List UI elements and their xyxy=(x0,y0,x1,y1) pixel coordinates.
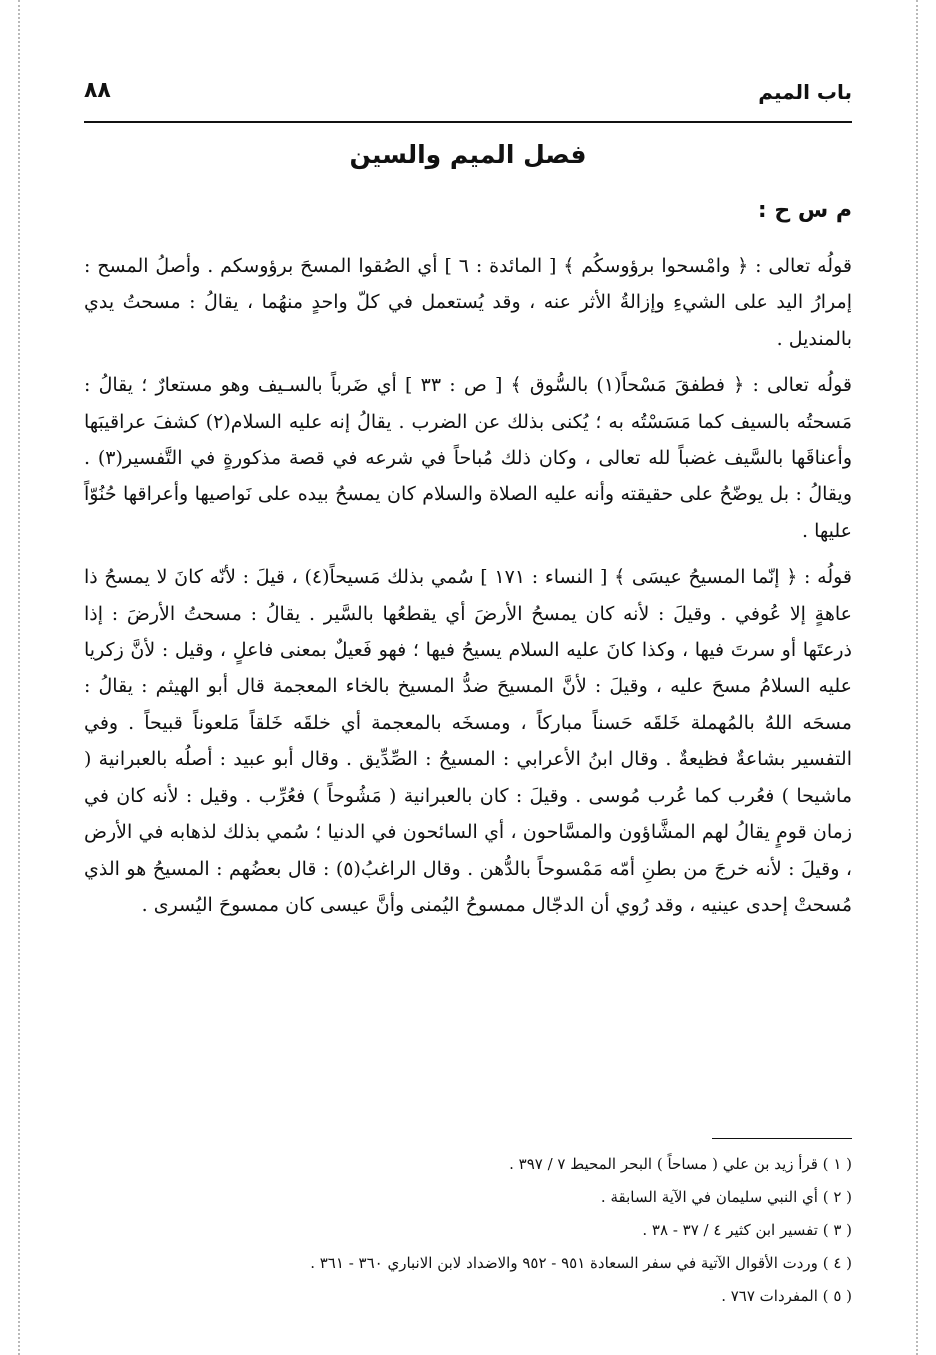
scan-edge-left xyxy=(18,0,20,1355)
paragraph: قولُه تعالى : ﴿ فطفقَ مَسْحاً(١) بالسُّوق ﴾ [ ص : ٣٣ ] أي ضَرباً بالسـيف وهو مستعارٌ ؛ يقالُ : مَسحتُه بالسيف كما مَسَسْتُه به ؛ يُكنى بذلك عن الضرب . يقالُ إنه عليه السلام(٢) كشفَ عراقيبَها وأعناقَها بالسَّيف غضباً لله تعالى ، وكان ذلك مُباحاً في شرعه في قصة مذكورةٍ في التَّفسير(٣) . ويقالُ : بل يوضّحُ على حقيقته وأنه عليه الصلاة والسلام كان يمسحُ بيده على نَواصيها وأعراقها حُنُوّاً عليها . xyxy=(84,374,852,542)
paragraph: قولُه : ﴿ إنّما المسيحُ عيسَى ﴾ [ النساء : ١٧١ ] سُمي بذلك مَسيحاً(٤) ، قيلَ : لأنّه كانَ لا يمسحُ ذا عاهةٍ إلا عُوفي . وقيلَ : لأنه كان يمسحُ الأرضَ أي يقطعُها بالسَّير . يقالُ : مسحتُ الأرضَ : إذا ذرعتَها أو سرتَ فيها ، وكذا كانَ عليه السلام يسيحُ فيها ؛ فهو فَعيلٌ بمعنى فاعلٍ ، وقيل : لأنَّ زكريا عليه السلامُ مسحَ عليه ، وقيلَ : لأنَّ المسيحَ ضدُّ المسيخ بالخاء المعجمة قال أبو الهيثم : يقالُ : مسحَه اللهُ بالمُهملة خَلقَه حَسناً مباركاً ، ومسخَه بالمعجمة أي خلقَه خَلقاً مَلعوناً قبيحاً . وفي التفسير بشاعةٌ فظيعةٌ . وقال ابنُ الأعرابي : المسيحُ : الصِّدِّيق . وقال أبو عبيد : أصلُه بالعبرانية ( ماشيحا ) فعُرب كما عُرب مُوسى . وقيلَ : كان بالعبرانية ( مَشُوحاً ) فعُرِّب . وقيل : لأنه كان في زمان قومٍ يقالُ لهم المشَّاؤون والمسَّاحون ، أي السائحون في الدنيا ؛ سُمي بذلك لذهابه في الأرض ، وقيلَ : لأنه خرجَ من بطنِ أمّه مَمْسوحاً بالدُّهن . وقال الراغبُ(٥) : قال بعضُهم : المسيحُ هو الذي مُسحتْ إحدى عينيه ، وقد رُوي أن الدجّال ممسوحُ اليُمنى وأنَّ عيسى كان ممسوحَ اليُسرى . xyxy=(84,566,853,916)
page-header xyxy=(84,78,852,118)
footnote: ( ١ ) قرأ زيد بن علي ( مساحاً ) البحر المحيط ٧ / ٣٩٧ . xyxy=(509,1155,852,1173)
footnotes xyxy=(84,1148,852,1313)
footnote-divider xyxy=(712,1138,852,1139)
paragraph: قولُه تعالى : ﴿ وامْسحوا برؤوسكُم ﴾ [ المائدة : ٦ ] أي الصُقوا المسحَ برؤوسكم . وأصلُ المسح : إمرارُ اليد على الشيءِ وإزالةُ الأثر عنه ، وقد يُستعمل في كلّ واحدٍ منهُما ، يقالُ : مسحتُ يدي بالمنديل . xyxy=(84,255,852,350)
header-divider xyxy=(84,121,852,123)
footnote: ( ٣ ) تفسير ابن كثير ٤ / ٣٧ - ٣٨ . xyxy=(642,1221,852,1239)
body-text xyxy=(84,248,852,933)
root-heading: م س ح : xyxy=(757,198,852,223)
page-number: ٨٨ xyxy=(84,78,111,103)
footnote: ( ٤ ) وردت الأقوال الآتية في سفر السعادة ٩٥١ - ٩٥٢ والاضداد لابن الانباري ٣٦٠ - ٣٦١ . xyxy=(310,1254,852,1272)
section-title: فصل الميم والسين xyxy=(349,140,587,169)
footnote: ( ٥ ) المفردات ٧٦٧ . xyxy=(721,1287,852,1305)
footnote: ( ٢ ) أي النبي سليمان في الآية السابقة . xyxy=(600,1188,852,1206)
scan-edge-right xyxy=(916,0,918,1355)
chapter-title: باب الميم xyxy=(758,80,852,104)
